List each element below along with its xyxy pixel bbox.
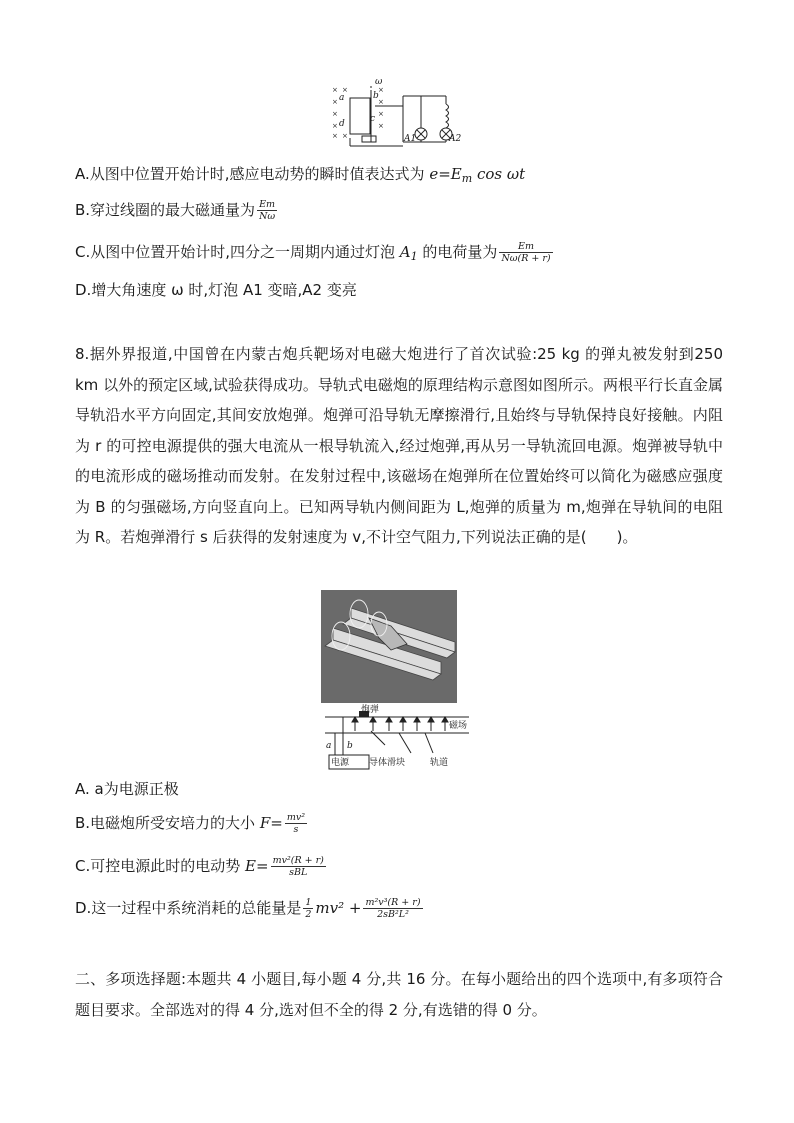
q7-option-c (75, 241, 555, 268)
q7-option-c-text-1: C.从图中位置开始计时,四分之一周期内通过灯泡 (75, 243, 396, 261)
denominator: 2sB²L² (377, 909, 409, 920)
q7-option-d: D.增大角速度 ω 时,灯泡 A1 变暗,A2 变亮 (75, 281, 357, 299)
q8-option-b-fraction (285, 812, 307, 835)
numerator: m²v³(R + r) (365, 897, 421, 908)
generator-circuit-figure (328, 82, 460, 158)
svg-text:×: × (332, 132, 338, 140)
label-lamp-a2: A2 (449, 134, 462, 144)
label-shell: 炮弹 (361, 705, 380, 715)
q8-option-a: A. a为电源正极 (75, 780, 179, 798)
q7-option-b (75, 199, 279, 222)
svg-text:×: × (332, 98, 338, 106)
label-omega: ω (375, 77, 383, 87)
numerator: mv²(R + r) (272, 855, 324, 866)
svg-text:×: × (342, 132, 348, 140)
numerator: Em (499, 241, 552, 253)
svg-text:×: × (378, 86, 384, 94)
section-2-instructions: 二、多项选择题:本题共 4 小题目,每小题 4 分,共 16 分。在每小题给出的四个选项中,有多项符合题目要求。全部选对的得 4 分,选对但不全的得 2 分,有选错的得 0 分。 (75, 970, 723, 1019)
q8-option-c-text: C.可控电源此时的电动势 (75, 857, 241, 875)
svg-text:×: × (378, 110, 384, 118)
q7-option-c-lamp: A (399, 243, 411, 261)
denominator: Nω (259, 211, 276, 222)
denominator: Nω(R + r) (501, 253, 551, 264)
q7-option-a-sub: m (461, 172, 473, 185)
label-slider: 导体滑块 (369, 758, 406, 768)
q8-stem: 8.据外界报道,中国曾在内蒙古炮兵靶场对电磁大炮进行了首次试验:25 kg 的弹丸被发射到250 km 以外的预定区域,试验获得成功。导轨式电磁炮的原理结构示意图如图所示。两根平行长直金属导轨沿水平方向固定,其间安放炮弹。炮弹可沿导轨无摩擦滑行,且始终与导轨保持良好接触。内阻为 r 的可控电源提供的强大电流从一根导轨流入,经过炮弹,再从另一导轨流回电源。炮弹被导轨中的电流形成的磁场推动而发射。在发射过程中,该磁场在炮弹所在位置始终可以简化为磁感应强度为 B 的匀强磁场,方向竖直向上。已知两导轨内侧间距为 L,炮弹的质量为 m,炮弹在导轨间的电阻为 R。若炮弹滑行 s 后获得的发射速度为 v,不计空气阻力,下列说法正确的是( )。 (75, 345, 723, 546)
label-c: c (370, 114, 376, 124)
q8-option-d (75, 897, 425, 920)
q7-option-c-lamp-sub: 1 (410, 250, 418, 263)
q8-option-d-fraction-2 (363, 897, 422, 920)
q7-option-a-formula: e=E (429, 165, 462, 183)
label-field: 磁场 (449, 721, 468, 731)
q7-option-b-fraction (257, 199, 277, 222)
q8-option-c-lhs: E= (245, 857, 269, 875)
denominator: sBL (289, 867, 308, 878)
q7-option-c-fraction (499, 241, 552, 264)
denominator: 2 (305, 909, 312, 920)
q8-option-b-lhs: F= (259, 814, 283, 832)
svg-text:×: × (332, 110, 338, 118)
label-rail: 轨道 (430, 758, 449, 768)
denominator: s (293, 824, 299, 835)
label-d: d (339, 119, 345, 129)
q8-option-c-fraction (271, 855, 326, 878)
q8-option-d-mid: mv² + (315, 899, 362, 917)
numerator: 1 (305, 897, 312, 908)
railgun-photo (321, 590, 457, 703)
q8-option-d-text: D.这一过程中系统消耗的总能量是 (75, 899, 302, 917)
q8-option-c (75, 855, 328, 878)
label-rail-a: a (326, 741, 332, 751)
q7-option-a-text: A.从图中位置开始计时,感应电动势的瞬时值表达式为 (75, 165, 425, 183)
label-b: b (373, 91, 379, 101)
railgun-illustration (321, 590, 457, 703)
numerator: mv² (286, 812, 306, 823)
label-power: 电源 (331, 758, 350, 768)
label-a: a (339, 93, 345, 103)
q8-option-b (75, 812, 309, 835)
q7-option-c-text-2: 的电荷量为 (422, 243, 498, 261)
label-rail-b: b (347, 741, 353, 751)
svg-text:×: × (342, 86, 348, 94)
q8-option-d-fraction-1 (303, 897, 313, 920)
q7-option-a-tail: cos ωt (476, 165, 526, 183)
q7-option-b-text: B.穿过线圈的最大磁通量为 (75, 201, 256, 219)
svg-text:×: × (332, 86, 338, 94)
label-lamp-a1: A1 (404, 134, 417, 144)
svg-text:×: × (378, 122, 384, 130)
svg-text:×: × (332, 122, 338, 130)
q7-option-a (75, 163, 525, 190)
q8-option-b-text: B.电磁炮所受安培力的大小 (75, 814, 256, 832)
numerator: Em (257, 199, 277, 211)
svg-text:×: × (378, 98, 384, 106)
